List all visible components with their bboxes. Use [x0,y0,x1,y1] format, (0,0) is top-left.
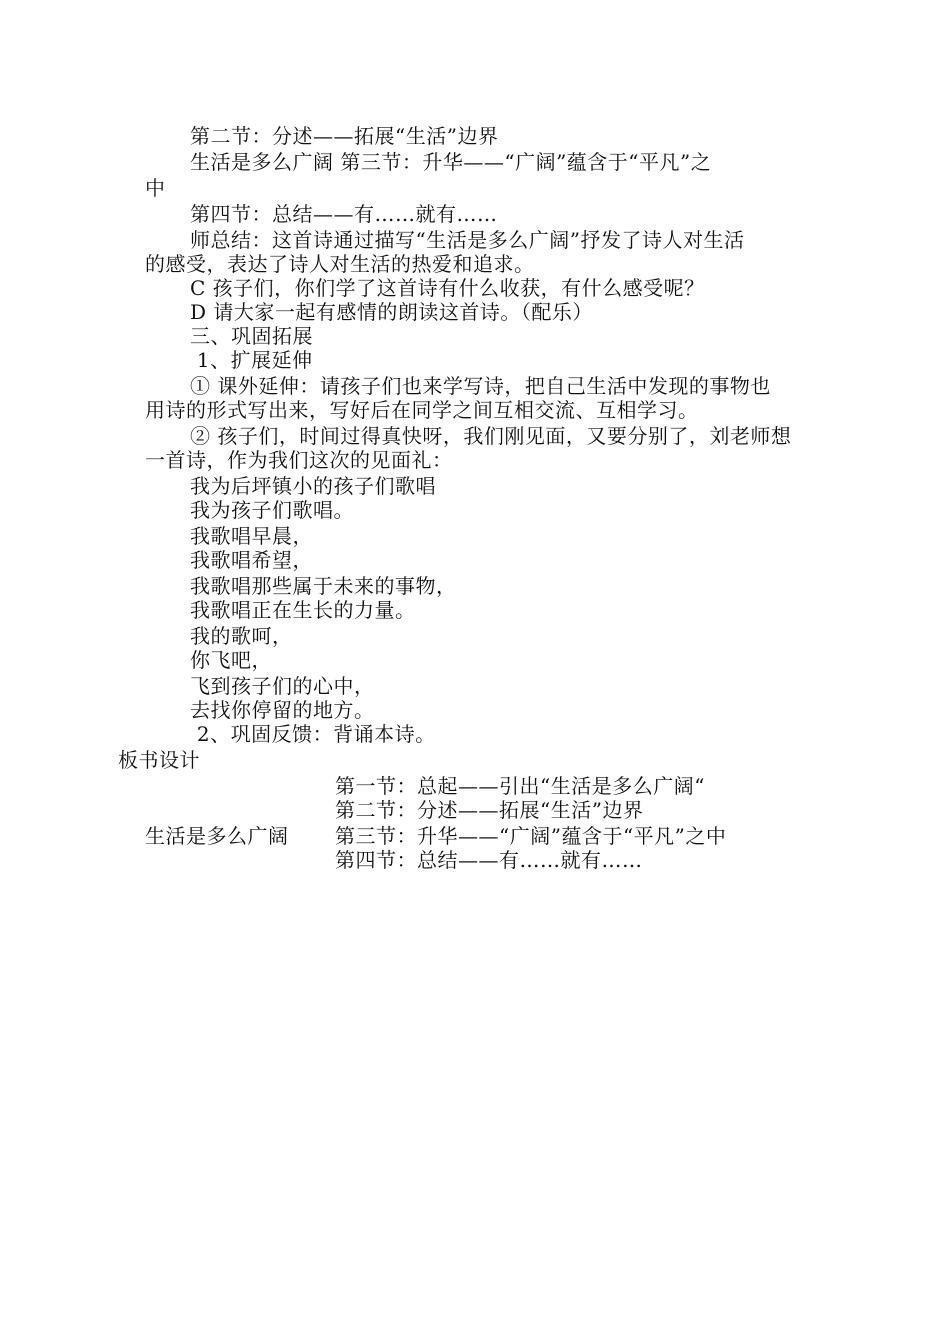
text-line: 的感受，表达了诗人对生活的热爱和追求。 [145,252,535,276]
subsection-heading: 2、巩固反馈：背诵本诗。 [190,722,436,746]
section-heading: 三、巩固拓展 [190,324,313,348]
text-line: D 请大家一起有感情的朗读这首诗。（配乐） [190,300,593,324]
text-line: ② 孩子们，时间过得真快呀，我们刚见面，又要分别了，刘老师想 [190,424,792,448]
text-line: 中 [145,176,166,200]
text-line: 第四节：总结——有……就有…… [190,202,498,226]
text-line: 一首诗，作为我们这次的见面礼： [145,448,453,472]
board-section: 第四节：总结——有……就有…… [335,848,643,872]
text-line: 用诗的形式写出来，写好后在同学之间互相交流、互相学习。 [145,398,699,422]
poem-line: 我为孩子们歌唱。 [190,498,354,522]
board-section: 第二节：分述——拓展“生活”边界 [335,798,644,822]
poem-line: 我歌唱正在生长的力量。 [190,598,416,622]
subsection-heading: 1、扩展延伸 [190,348,313,372]
board-section: 第三节：升华——“广阔”蕴含于“平凡”之中 [335,824,727,848]
board-topic: 生活是多么广阔 [145,824,289,848]
text-line: ① 课外延伸：请孩子们也来学写诗，把自己生活中发现的事物也 [190,374,771,398]
poem-line: 我歌唱希望， [190,548,313,572]
text-line: 生活是多么广阔 第三节：升华——“广阔”蕴含于“平凡”之 [190,150,712,174]
board-design-heading: 板书设计 [118,748,200,772]
poem-line: 我为后坪镇小的孩子们歌唱 [190,474,436,498]
text-line: 师总结：这首诗通过描写“生活是多么广阔”抒发了诗人对生活 [190,228,745,252]
board-section: 第一节：总起——引出“生活是多么广阔“ [335,774,705,798]
poem-line: 我歌唱早晨， [190,524,313,548]
poem-line: 我的歌呵， [190,624,293,648]
poem-line: 你飞吧， [190,648,272,672]
poem-line: 去找你停留的地方。 [190,698,375,722]
poem-line: 飞到孩子们的心中， [190,674,375,698]
text-line: 第二节：分述——拓展“生活”边界 [190,124,499,148]
text-line: C 孩子们，你们学了这首诗有什么收获，有什么感受呢？ [190,276,705,300]
poem-line: 我歌唱那些属于未来的事物， [190,574,457,598]
